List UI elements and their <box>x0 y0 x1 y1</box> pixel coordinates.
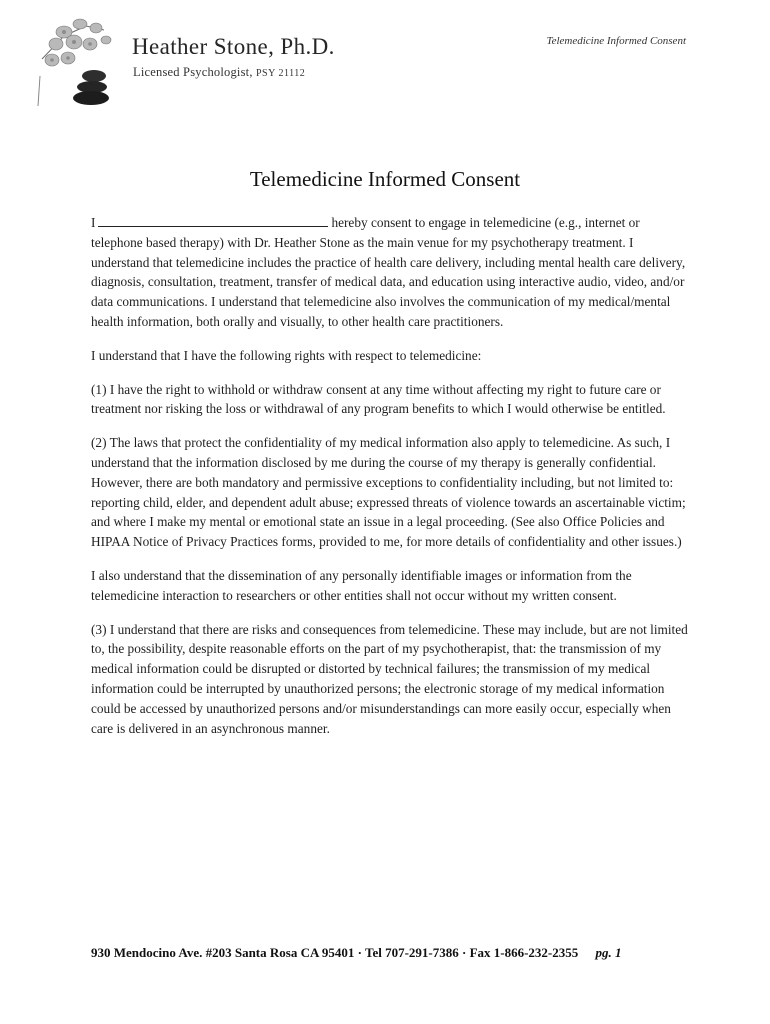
right-3-paragraph: (3) I understand that there are risks and consequences from telemedicine. These may include, but are not limited to, the possibility, despite reasonable efforts on the part of my psychotherapist, that: the transmission of my medical information could be disrupted or distorted by technical failures; the transmission of my medical information could be interrupted by unauthorized persons; the electronic storage of my medical information could be accessed by unauthorized persons and/or misunderstandings can more easily occur, especially when care is delivered in an asynchronous manner. <box>91 621 688 736</box>
practitioner-credentials <box>133 65 305 80</box>
footer-address: 930 Mendocino Ave. #203 Santa Rosa CA 95401 · Tel 707-291-7386 · Fax 1-866-232-2355 <box>91 945 579 960</box>
document-title: Telemedicine Informed Consent <box>249 167 521 191</box>
credential-title: Licensed Psychologist, <box>133 65 253 79</box>
right-1-paragraph: (1) I have the right to withhold or withdraw consent at any time without affecting my right to future care or treatment nor risking the loss or withdrawal of any program benefits to which I would otherwise be entitled. <box>91 381 666 417</box>
document-body <box>91 213 689 752</box>
license-number: PSY 21112 <box>256 68 306 79</box>
consent-intro-paragraph <box>91 213 689 332</box>
page-footer <box>91 945 622 961</box>
name-blank-field[interactable] <box>98 214 328 227</box>
right-2-paragraph: (2) The laws that protect the confidentiality of my medical information also apply to telemedicine. As such, I understand that the information disclosed by me during the course of my therapy is generally confidential. However, there are both mandatory and permissive exceptions to confidentiality including, but not limited to: reporting child, elder, and dependent adult abuse; expressed threats of violence towards an ascertainable victim; and where I make my mental or emotional state an issue in a legal proceeding. (See also Office Policies and HIPAA Notice of Privacy Practices forms, provided to me, for more details of confidentiality and other issues.) <box>91 435 686 550</box>
intro-prefix: I <box>91 215 96 230</box>
practitioner-name: Heather Stone, Ph.D. <box>132 34 335 59</box>
page-number: pg. 1 <box>595 945 622 960</box>
rights-intro-paragraph: I understand that I have the following rights with respect to telemedicine: <box>91 347 482 363</box>
intro-text: hereby consent to engage in telemedicine (e.g., internet or telephone based therapy) with Dr. Heather Stone as the main venue for my psychotherapy treatment. I understand that telemedicine includes the practice of health care delivery, including mental health care delivery, diagnosis, consultation, treatment, transfer of medical data, and education using interactive audio, video, and/or data communications. I understand that telemedicine also involves the communication of my medical/mental health information, both orally and visually, to other health care practitioners. <box>91 215 686 329</box>
dissemination-paragraph: I also understand that the dissemination of any personally identifiable images or information from the telemedicine interaction to researchers or other entities shall not occur without my written consent. <box>91 567 632 603</box>
running-header-title: Telemedicine Informed Consent <box>546 35 686 47</box>
orchid-stones-logo <box>34 14 130 112</box>
